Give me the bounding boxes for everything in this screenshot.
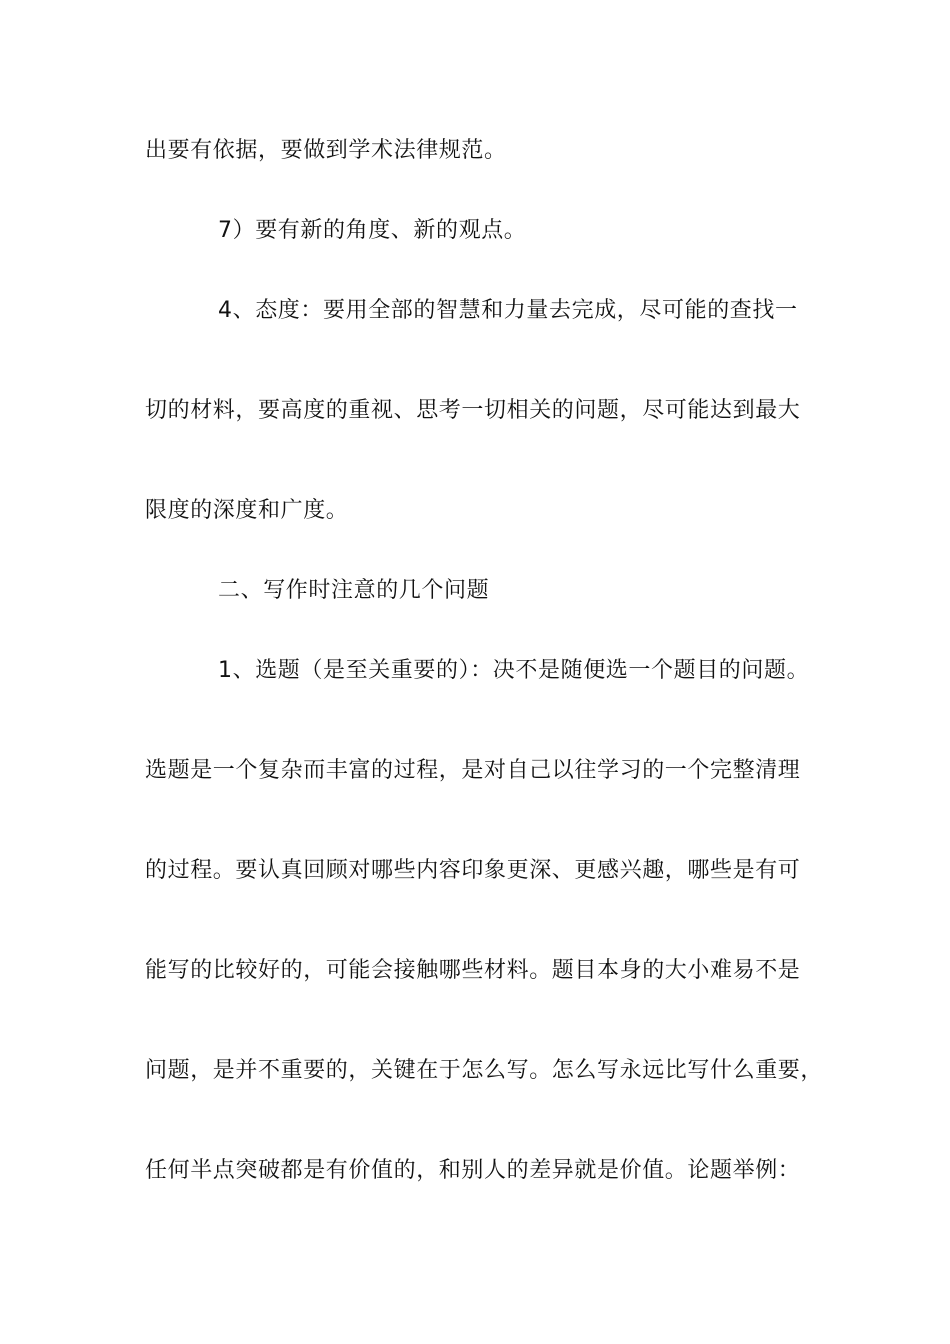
section-heading: 二、写作时注意的几个问题 — [218, 578, 490, 603]
text-line-10: 能写的比较好的，可能会接触哪些材料。题目本身的大小难易不是 — [145, 958, 801, 983]
text-line-12: 任何半点突破都是有价值的，和别人的差异就是价值。论题举例： — [145, 1158, 801, 1183]
text-line-4: 切的材料，要高度的重视、思考一切相关的问题，尽可能达到最大 — [145, 398, 801, 423]
text-line-3: 4、态度：要用全部的智慧和力量去完成，尽可能的查找一 — [218, 298, 798, 323]
text-line-8: 选题是一个复杂而丰富的过程，是对自己以往学习的一个完整清理 — [145, 758, 801, 783]
text-line-7: 1、选题（是至关重要的）：决不是随便选一个题目的问题。 — [218, 658, 810, 683]
text-line-5: 限度的深度和广度。 — [145, 498, 349, 523]
text-line-11: 问题，是并不重要的，关键在于怎么写。怎么写永远比写什么重要， — [145, 1058, 824, 1083]
text-line-9: 的过程。要认真回顾对哪些内容印象更深、更感兴趣，哪些是有可 — [145, 858, 801, 883]
text-line-1: 出要有依据，要做到学术法律规范。 — [145, 138, 507, 163]
text-line-2: 7）要有新的角度、新的观点。 — [218, 218, 527, 243]
